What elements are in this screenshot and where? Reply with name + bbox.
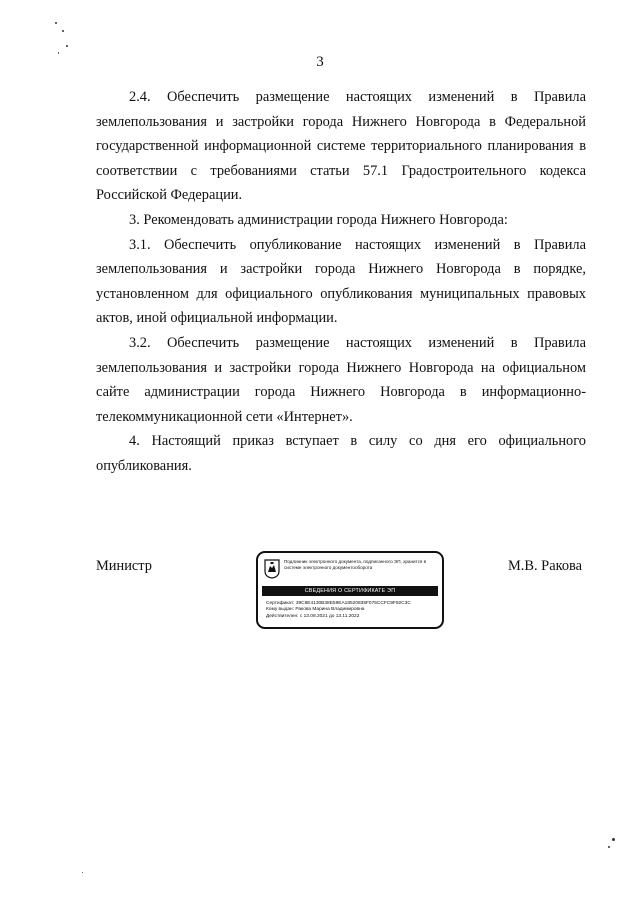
scan-speck [55,22,57,24]
scan-speck [612,838,615,841]
paragraph-4: 4. Настоящий приказ вступает в силу со дня его официального опубликования. [96,433,586,474]
issued-to-label: Кому выдан: [266,607,294,613]
page-number: 3 [316,54,324,70]
signatory-position: Министр [96,558,152,574]
electronic-signature-stamp [256,551,444,629]
paragraph-3-2: 3.2. Обеспечить размещение настоящих изменений в Правила землепользования и застройки города Нижнего Новгорода на официальном сайте администрации города Нижнего Новгорода в информационно-телекоммуникационной сети «Интернет». [96,334,586,425]
scan-speck [66,45,68,47]
coat-of-arms-icon [264,559,280,579]
paragraph-2-4: 2.4. Обеспечить размещение настоящих изменений в Правила землепользования и застройки города Нижнего Новгорода в Федеральной государственной информационной системе территориального планирования в соответствии с требованиями статьи 57.1 Градостроительного кодекса Российской Федерации. [96,89,586,204]
signatory-name: М.В. Ракова [508,558,583,574]
scan-speck [62,30,64,32]
document-body [96,85,586,479]
stamp-header: Подлинник электронного документа, подписанного ЭП, хранится в системе электронного документооборота [284,559,427,570]
scan-speck [58,52,59,54]
validity-row [266,614,438,620]
scan-speck [82,872,83,873]
certificate-label: Сертификат: [266,601,295,606]
stamp-details [266,601,438,620]
certificate-value: 39C8E4130B38E59EA18520835F075CCFC9F92C3C [295,601,411,606]
stamp-title-bar: СВЕДЕНИЯ О СЕРТИФИКАТЕ ЭП [262,586,438,596]
validity-value: с 13.08.2021 до 13.11.2022 [299,613,360,619]
issued-to-value: Ракова Марина Владимировна [295,607,365,613]
paragraph-3-1: 3.1. Обеспечить опубликование настоящих изменений в Правила землепользования и застройки города Нижнего Новгорода в порядке, установленном для официального опубликования муниципальных правовых актов, иной официальной информации. [96,236,586,327]
validity-label: Действителен: [266,613,299,619]
scan-speck [608,846,610,848]
paragraph-3: 3. Рекомендовать администрации города Нижнего Новгорода: [129,211,508,228]
